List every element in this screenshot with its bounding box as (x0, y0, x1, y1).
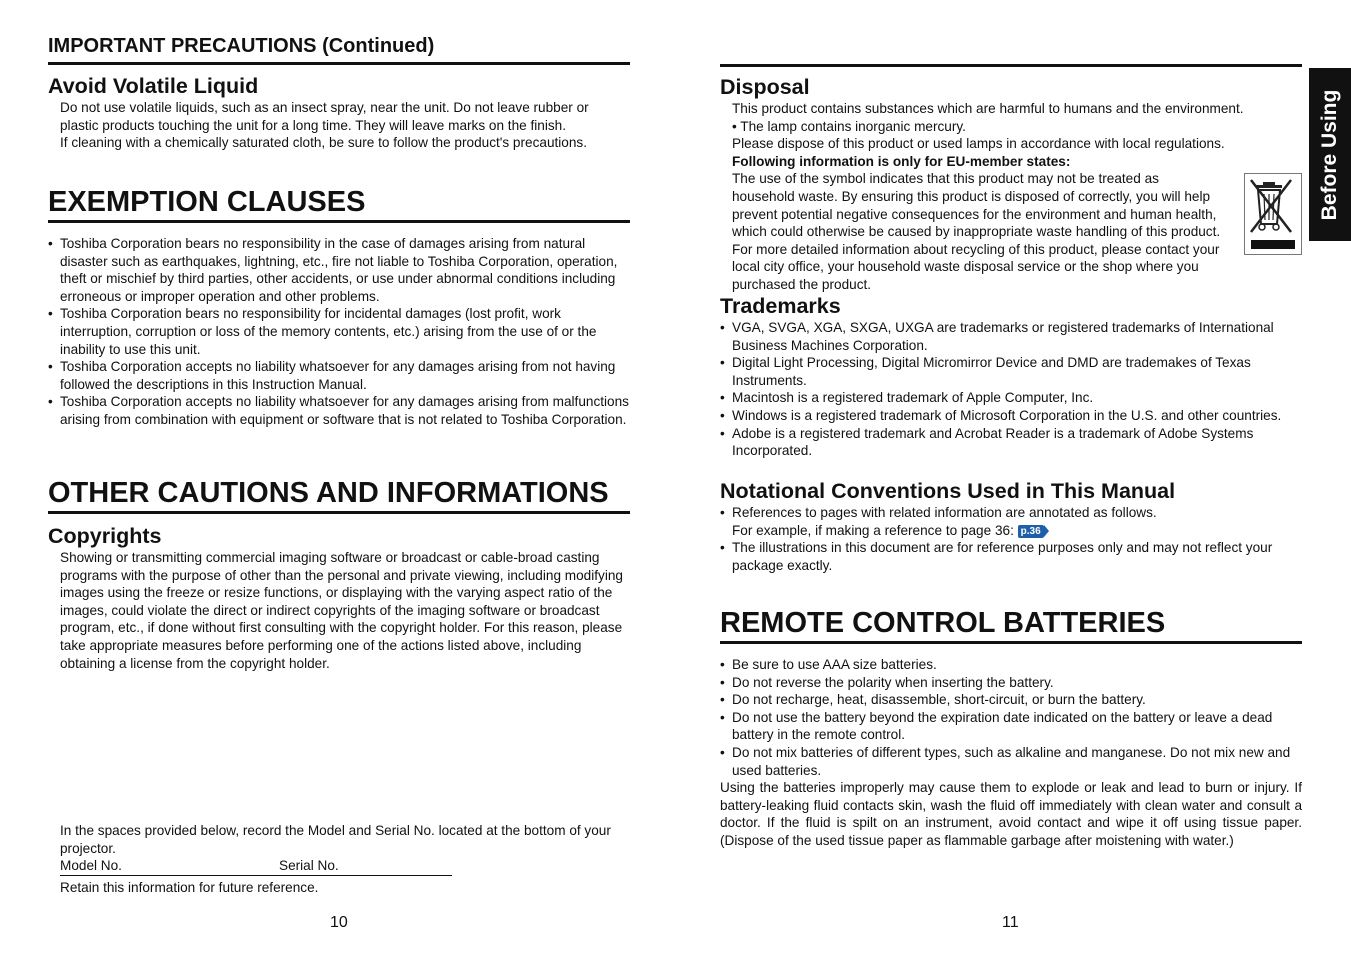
batteries-warning: Using the batteries improperly may cause them to explode or leak and lead to burn or injury. If battery-leaking fluid contacts skin, wash the fluid off immediately with clean water and consult a doctor. If the fluid is spilt on an instrument, avoid contact and wipe it off using tissue paper. (Dispose of the used tissue paper as flammable garbage after moistening with water.) (720, 780, 1302, 848)
batteries-list (720, 656, 1302, 779)
serial-label: Serial No. (279, 858, 339, 874)
side-tab (1309, 68, 1351, 241)
disposal-line-1: This product contains substances which are harmful to humans and the environment. (732, 101, 1244, 116)
list-item: • Toshiba Corporation bears no responsibility for incidental damages (lost profit, work interruption, corruption or loss of the memory contents, etc.) arising from the use of or the inability to use this unit. (48, 305, 630, 358)
copyrights-title: Copyrights (48, 524, 162, 548)
list-item: • Toshiba Corporation bears no responsibility in the case of damages arising from natural disaster such as earthquakes, lightning, etc., fire not liable to Toshiba Corporation, operation, theft or mischief by third parties, other accidents, or use under abnormal conditions including erroneous or improper operation and other problems. (48, 235, 630, 305)
disposal-title: Disposal (720, 75, 810, 99)
exemption-list (48, 235, 630, 429)
batteries-title: REMOTE CONTROL BATTERIES (720, 606, 1302, 644)
disposal-bullet: • The lamp contains inorganic mercury. (732, 118, 966, 134)
volatile-section (48, 73, 630, 152)
notational-example: For example, if making a reference to page 36: (732, 522, 1014, 538)
list-item: • Adobe is a registered trademark and Acrobat Reader is a trademark of Adobe Systems Incorporated. (720, 425, 1302, 460)
side-tab-label: Before Using (1318, 89, 1341, 220)
disposal-bullet-text: The lamp contains inorganic mercury. (740, 118, 966, 134)
eu-heading: Following information is only for EU-member states: (732, 153, 1071, 169)
trademarks-title: Trademarks (720, 294, 841, 318)
list-item: • VGA, SVGA, XGA, SXGA, UXGA are trademarks or registered trademarks of International Business Machines Corporation. (720, 319, 1302, 354)
eu-text: The use of the symbol indicates that this product may not be treated as household waste. By ensuring this product is disposed of correctly, you will help prevent potential negative consequences for the environment and human health, which could otherwise be caused by inappropriate waste handling of this product. For more detailed information about recycling of this product, please contact your local city office, your household waste disposal service or the shop where you purchased the product. (732, 171, 1221, 292)
exemption-section (48, 185, 630, 429)
list-item: • Windows is a registered trademark of Microsoft Corporation in the U.S. and other countries. (720, 407, 1302, 425)
page-number-right: 11 (1002, 914, 1019, 931)
continued-header-text: IMPORTANT PRECAUTIONS (Continued) (48, 34, 630, 65)
notational-list (720, 504, 1302, 574)
list-item: • Digital Light Processing, Digital Micromirror Device and DMD are trademakes of Texas Instruments. (720, 354, 1302, 389)
continued-header (48, 34, 630, 65)
disposal-section (720, 74, 1302, 294)
other-cautions-section (48, 476, 630, 672)
list-item: • Toshiba Corporation accepts no liability whatsoever for any damages arising from not having followed the descriptions in this Instruction Manual. (48, 358, 630, 393)
record-section (48, 822, 630, 897)
list-item: • Toshiba Corporation accepts no liability whatsoever for any damages arising from malfunctions arising from combination with equipment or software that is not related to Toshiba Corporation. (48, 393, 630, 428)
other-cautions-title: OTHER CAUTIONS AND INFORMATIONS (48, 476, 630, 514)
list-item: • Macintosh is a registered trademark of Apple Computer, Inc. (720, 389, 1302, 407)
list-item: • The illustrations in this document are for reference purposes only and may not reflect your package exactly. (720, 539, 1302, 574)
page-number-left: 10 (330, 914, 348, 931)
volatile-line-3: If cleaning with a chemically saturated cloth, be sure to follow the product's precautions. (60, 135, 587, 151)
model-label: Model No. (60, 858, 122, 874)
exemption-title: EXEMPTION CLAUSES (48, 185, 630, 223)
trademarks-list (720, 319, 1302, 460)
notational-item-1: References to pages with related information are annotated as follows. (732, 505, 1157, 520)
batteries-section (720, 606, 1302, 850)
notational-title: Notational Conventions Used in This Manual (720, 479, 1176, 503)
list-item (720, 504, 1302, 539)
list-item: • Be sure to use AAA size batteries. (720, 656, 1302, 674)
notational-section (720, 478, 1302, 574)
disposal-line-2: Please dispose of this product or used lamps in accordance with local regulations. (732, 136, 1225, 152)
page-ref-badge: p.36 (1018, 525, 1044, 538)
list-item: • Do not use the battery beyond the expiration date indicated on the battery or leave a dead battery in the remote control. (720, 709, 1302, 744)
volatile-line-2: plastic products touching the unit for a long time. They will leave marks on the finish. (60, 117, 566, 133)
volatile-line-1: Do not use volatile liquids, such as an insect spray, near the unit. Do not leave rubber or (60, 100, 589, 115)
retain-text: Retain this information for future reference. (60, 880, 319, 896)
volatile-title: Avoid Volatile Liquid (48, 74, 259, 98)
list-item: • Do not reverse the polarity when inserting the battery. (720, 674, 1302, 692)
list-item: • Do not mix batteries of different types, such as alkaline and manganese. Do not mix new and used batteries. (720, 744, 1302, 779)
trademarks-section (720, 293, 1302, 460)
top-rule (720, 64, 1302, 67)
weee-bin-icon (1244, 173, 1302, 255)
list-item: • Do not recharge, heat, disassemble, short-circuit, or burn the battery. (720, 691, 1302, 709)
record-intro: In the spaces provided below, record the Model and Serial No. located at the bottom of your projector. (60, 823, 611, 856)
copyrights-text: Showing or transmitting commercial imaging software or broadcast or cable-broad casting programs with the purpose of other than the personal and private viewing, including modifying images using the freeze or resize functions, or displaying with the varying aspect ratio of the images, could violate the direct or indirect copyrights of the imaging software or broadcast program, etc., if done without first consulting with the copyright holder. For this reason, please take appropriate measures before performing one of the actions listed above, including obtaining a license from the copyright holder. (60, 550, 623, 671)
model-serial-line (60, 857, 452, 876)
